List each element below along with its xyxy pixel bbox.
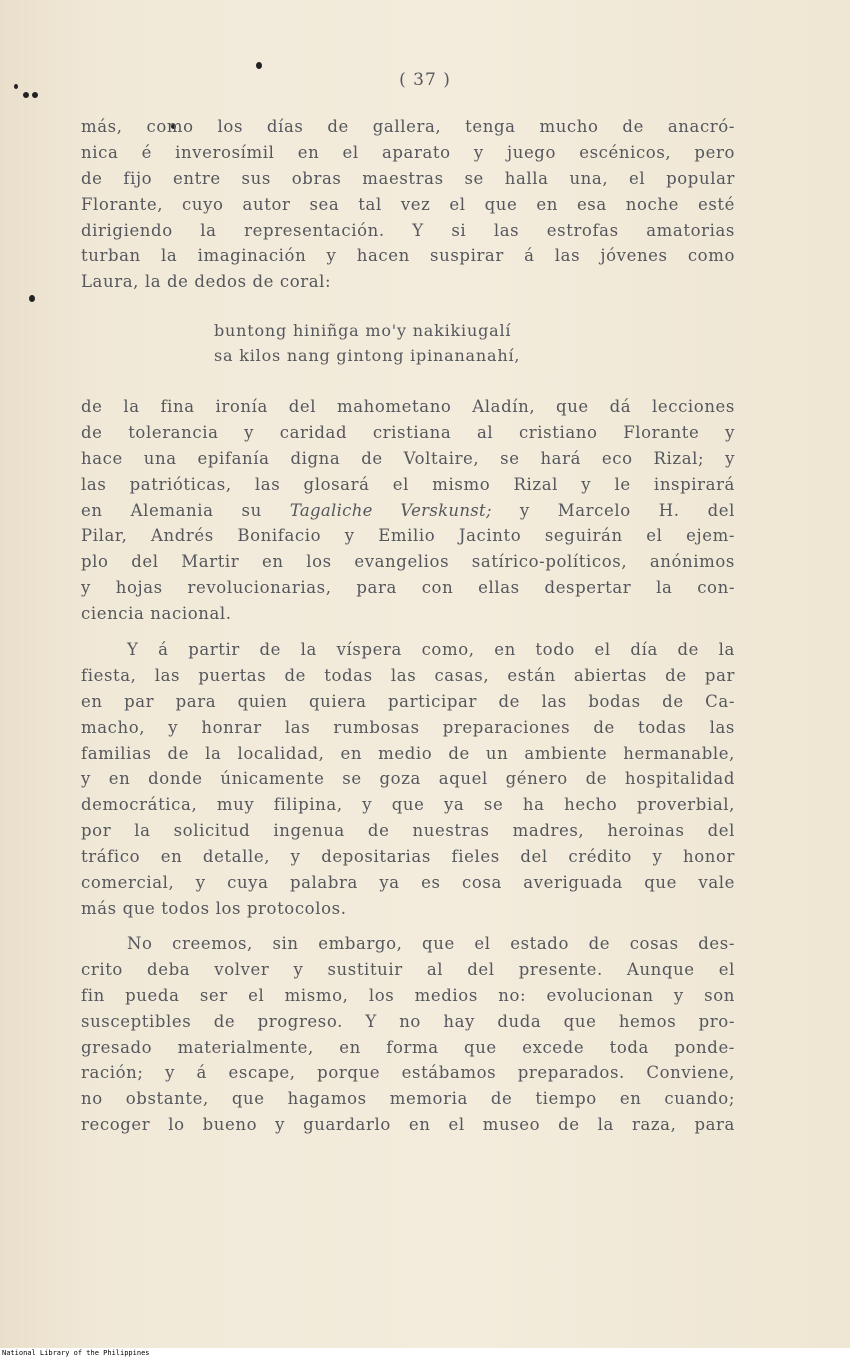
- paragraph-3: [81, 637, 735, 922]
- ink-speck: [23, 92, 29, 98]
- text-line: y en donde únicamente se goza aquel género de hospitalidad: [81, 769, 735, 789]
- ink-speck: [32, 92, 38, 98]
- text-line: comercial, y cuya palabra ya es cosa averiguada que vale: [81, 873, 735, 893]
- text-line: de tolerancia y caridad cristiana al cristiano Florante y: [81, 422, 735, 442]
- text-line: macho, y honrar las rumbosas preparaciones de todas las: [81, 717, 735, 737]
- library-credit: National Library of the Philippines: [2, 1349, 150, 1357]
- text-line: No creemos, sin embargo, que el estado de cosas des-: [127, 934, 735, 953]
- page-number: ( 37 ): [399, 70, 451, 90]
- text-line: democrática, muy filipina, y que ya se ha hecho proverbial,: [81, 795, 735, 815]
- text-line: ciencia nacional.: [81, 604, 232, 624]
- text-line-with-italic: [81, 498, 735, 524]
- paragraph-1: [81, 114, 735, 295]
- footer-strip: [0, 1348, 850, 1358]
- text-line: dirigiendo la representación. Y si las estrofas amatorias: [81, 220, 735, 240]
- text-line: nica é inverosímil en el aparato y juego escénicos, pero: [81, 142, 735, 162]
- text-line: Y á partir de la víspera como, en todo el día de la: [127, 640, 735, 659]
- text-line: susceptibles de progreso. Y no hay duda que hemos pro-: [81, 1011, 735, 1031]
- text-line: Pilar, Andrés Bonifacio y Emilio Jacinto seguirán el ejem-: [81, 526, 735, 546]
- text-line: de la fina ironía del mahometano Aladín, que dá lecciones: [81, 397, 735, 416]
- text-line: más que todos los protocolos.: [81, 898, 347, 918]
- text-line: ración; y á escape, porque estábamos preparados. Conviene,: [81, 1063, 735, 1083]
- text-line: fin pueda ser el mismo, los medios no: evolucionan y son: [81, 985, 735, 1005]
- text-line: más, como los días de gallera, tenga mucho de anacró-: [81, 117, 735, 136]
- paragraph-4: [81, 931, 735, 1138]
- text-line: de fijo entre sus obras maestras se halla una, el popular: [81, 168, 735, 188]
- text-line: fiesta, las puertas de todas las casas, están abiertas de par: [81, 665, 735, 685]
- verse-line: buntong hiniñga mo'y nakikiugalí: [214, 321, 512, 340]
- text-line: por la solicitud ingenua de nuestras madres, heroinas del: [81, 821, 735, 841]
- text-line: gresado materialmente, en forma que excede toda ponde-: [81, 1037, 735, 1057]
- text-span: y Marcelo H. del: [491, 500, 735, 520]
- book-title: Tagaliche Verskunst;: [289, 500, 492, 520]
- text-line: Laura, la de dedos de coral:: [81, 272, 332, 292]
- text-line: Florante, cuyo autor sea tal vez el que en esa noche esté: [81, 194, 735, 214]
- text-line: familias de la localidad, en medio de un ambiente hermanable,: [81, 743, 735, 763]
- ink-speck: [256, 62, 262, 69]
- ink-speck: [29, 295, 35, 302]
- text-line: y hojas revolucionarias, para con ellas despertar la con-: [81, 578, 735, 598]
- text-line: en par para quien quiera participar de las bodas de Ca-: [81, 691, 735, 711]
- text-line: recoger lo bueno y guardarlo en el museo de la raza, para: [81, 1115, 735, 1135]
- text-line: las patrióticas, las glosará el mismo Rizal y le inspirará: [81, 474, 735, 494]
- text-span: en Alemania su: [81, 500, 290, 520]
- paragraph-2: [81, 394, 735, 627]
- text-line: crito deba volver y sustituir al del presente. Aunque el: [81, 959, 735, 979]
- text-line: tráfico en detalle, y depositarias fieles del crédito y honor: [81, 847, 735, 867]
- text-line: no obstante, que hagamos memoria de tiempo en cuando;: [81, 1089, 735, 1109]
- text-line: plo del Martir en los evangelios satírico-políticos, anónimos: [81, 552, 735, 572]
- verse-quote: [214, 318, 634, 368]
- text-line: hace una epifanía digna de Voltaire, se hará eco Rizal; y: [81, 448, 735, 468]
- verse-line: sa kilos nang gintong ipinananahí,: [214, 346, 521, 365]
- text-line: turban la imaginación y hacen suspirar á las jóvenes como: [81, 246, 735, 266]
